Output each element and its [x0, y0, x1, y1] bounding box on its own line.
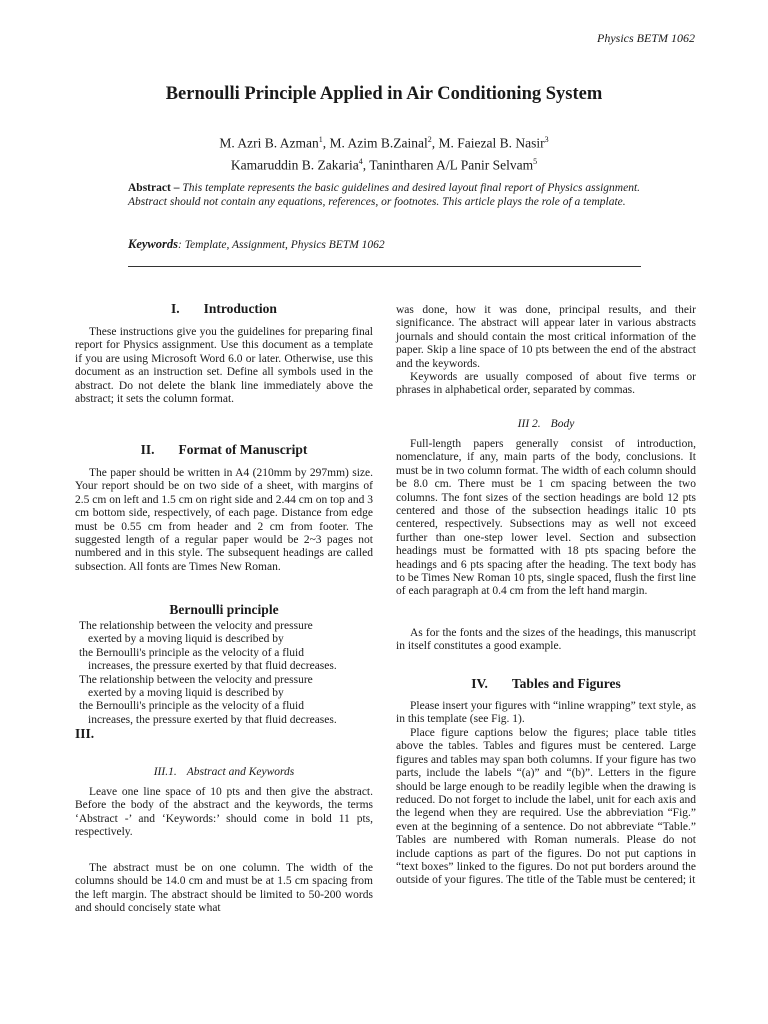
keywords-label: Keywords	[128, 237, 178, 251]
paragraph	[396, 627, 696, 654]
subsection-heading	[75, 766, 373, 779]
author-name: Kamaruddin B. Zakaria	[230, 157, 359, 172]
section-number: IV.	[471, 676, 488, 691]
abstract	[128, 182, 640, 209]
section-number: II.	[140, 442, 155, 457]
section-heading	[75, 443, 373, 456]
section-heading	[396, 677, 696, 690]
subsection-heading	[396, 418, 696, 431]
paragraph-text: Full-length papers generally consist of introduction, nomenclature, if any, main parts of the body, conclusions. It must be in two column format. The width of each column should be 8.0 cm. There must be 1 cm spacing between the two columns. The font sizes of the section headings are bold 12 pts centered and those of the subsection headings italic 10 pts centered, respectively. Subsections may as well not exceed further than one-step lower level. Section and subsection headings must be formatted with 18 pts spacing before the headings and 6 pts spacing after the heading. The text body has to be Times New Roman 10 pts, single spaced, flush the first line of each paragraph at 0.4 cm from the left hand margin.	[396, 438, 696, 598]
subsection-number: III.1.	[153, 766, 177, 778]
author-affiliation: 5	[533, 156, 538, 166]
paper-title: Bernoulli Principle Applied in Air Conditioning System	[165, 84, 603, 104]
subsection-number: III 2.	[517, 418, 541, 430]
paragraph-text: The paper should be written in A4 (210mm by 297mm) size. Your report should be on two side of a sheet, with margins of 2.5 cm on left and 1.5 cm on right side and 2.44 cm on top and 3 cm bottom side, respectively, of each page. Distance from edge must be 0.55 cm from header and 2 cm from footer. The suggested length of a regular paper would be 2~3 pages not numbered and in this style. The subsequent headings are called subsection. All fonts are Times New Roman.	[75, 467, 373, 573]
author-name: M. Azim B.Zainal	[329, 135, 428, 151]
paragraph	[396, 727, 696, 888]
abstract-label: Abstract –	[128, 182, 180, 194]
running-head: Physics BETM 1062	[597, 31, 695, 45]
paragraph	[396, 700, 696, 727]
paragraph	[75, 786, 373, 840]
keywords	[128, 237, 640, 252]
author-separator: ,	[362, 157, 370, 172]
subsection-heading: Bernoulli principle	[169, 602, 279, 617]
author-list	[0, 131, 768, 174]
abstract-text: This template represents the basic guidelines and desired layout final report of Physics assignment. Abstract should not contain any equations, references, or footnotes. This article plays the role of a template.	[128, 182, 641, 208]
text-line: increases, the pressure exerted by that fluid decreases.	[88, 713, 337, 726]
text-line: exerted by a moving liquid is described by	[88, 687, 284, 700]
section-title: Introduction	[203, 301, 277, 316]
section-number: I.	[171, 301, 180, 316]
keywords-text: : Template, Assignment, Physics BETM 1062	[178, 239, 385, 251]
text-line: exerted by a moving liquid is described by	[88, 633, 284, 646]
paragraph	[396, 371, 696, 398]
author-separator: ,	[431, 135, 439, 151]
author-affiliation: 3	[544, 135, 549, 144]
text-line: The relationship between the velocity and pressure	[79, 620, 313, 632]
paragraph-text: These instructions give you the guidelines for preparing final report for Physics assignment. Use this document as a template if you are using Microsoft Word 6.0 or later. Otherwise, use this document as an instruction set. Define all symbols used in the abstract. Do not delete the blank line immediately above the abstract; it sets the column format.	[75, 326, 373, 406]
author-name: M. Azri B. Azman	[219, 135, 319, 151]
paragraph-text: Place figure captions below the figures; place table titles above the tables. Tables and figures must be centered. Large figures and tables may span both columns. If your figure has two parts, include the labels “(a)” and “(b)”. Letters in the figure should be large enough to be readily legible when the drawing is reduced. Do not forget to include the label, unit for each axis and the legend when they are required. Use the abbreviation “Fig.” even at the beginning of a sentence. Do not abbreviate “Table.” Tables are numbered with Roman numerals. Please do not include captions as part of the figures. Do not put captions in “text boxes” linked to the figures. Do not put borders around the outside of your figures. The title of the Table must be centered; it	[396, 727, 696, 887]
author-affiliation: 4	[358, 156, 363, 166]
section-title: Tables and Figures	[511, 676, 621, 691]
author-line-1	[0, 131, 768, 153]
author-separator: ,	[322, 135, 330, 151]
paragraph	[396, 304, 696, 371]
bernoulli-text	[75, 620, 373, 727]
paragraph-text: The abstract must be on one column. The width of the columns should be 14.0 cm and must be at 1.5 cm spacing from the left margin. The abstract should be limited to 50-200 words and should concisely state what	[75, 862, 373, 915]
paragraph	[396, 438, 696, 599]
section-title: Format of Manuscript	[178, 442, 308, 457]
author-name: Tanintharen A/L Panir Selvam	[369, 157, 534, 172]
subsection-title: Body	[550, 418, 575, 430]
paragraph	[75, 467, 373, 574]
paragraph-text: Keywords are usually composed of about five terms or phrases in alphabetical order, separated by commas.	[396, 371, 696, 397]
paragraph-text: was done, how it was done, principal results, and their significance. The abstract will appear later in various abstracts journals and should contain the most critical information of the paper. Skip a line space of 10 pts between the end of the abstract and the keywords.	[396, 304, 696, 370]
section-heading	[75, 302, 373, 315]
paragraph	[75, 862, 373, 916]
author-affiliation: 2	[427, 135, 432, 144]
text-line: The relationship between the velocity and pressure	[79, 673, 313, 686]
paragraph-text: Please insert your figures with “inline wrapping” text style, as in this template (see Fig. 1).	[396, 700, 696, 726]
text-line: the Bernoulli's principle as the velocity of a fluid	[79, 646, 304, 659]
paragraph-text: Leave one line space of 10 pts and then give the abstract. Before the body of the abstract and the keywords, the terms ‘Abstract -’ and ‘Keywords:’ should come in bold 11 pts, respectively.	[75, 786, 373, 839]
author-affiliation: 1	[318, 135, 323, 144]
header-divider	[128, 266, 641, 267]
paragraph	[75, 326, 373, 406]
author-name: M. Faiezal B. Nasir	[438, 135, 545, 151]
subsection-title: Abstract and Keywords	[186, 766, 295, 778]
author-line-2	[0, 153, 768, 175]
paragraph-text: As for the fonts and the sizes of the headings, this manuscript in itself constitutes a good example.	[396, 627, 696, 653]
text-line: the Bernoulli's principle as the velocity of a fluid	[79, 700, 304, 713]
text-line: increases, the pressure exerted by that fluid decreases.	[88, 660, 337, 673]
section-number: III.	[75, 726, 95, 741]
